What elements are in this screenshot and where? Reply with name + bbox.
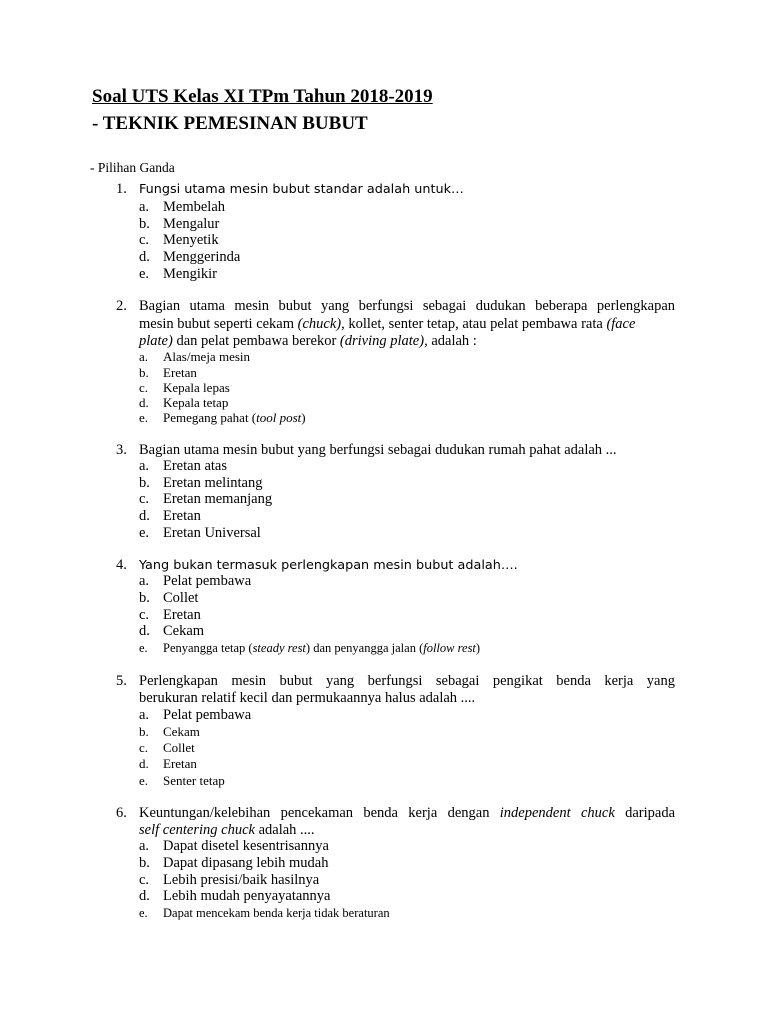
option-b: b. Dapat dipasang lebih mudah <box>139 855 329 871</box>
question-number: 1. <box>116 181 127 197</box>
option-d: d. Cekam <box>139 623 205 639</box>
question-text-line: Yang bukan termasuk perlengkapan mesin bubut adalah…. <box>139 558 518 573</box>
question-number: 2. <box>116 298 127 314</box>
option-d: d. Kepala tetap <box>139 395 229 410</box>
option-c: c. Eretan memanjang <box>139 491 273 507</box>
option-b: b. Mengalur <box>139 216 220 232</box>
question-text-line: berukuran relatif kecil dan permukaannya halus adalah .... <box>139 690 476 706</box>
option-c: c. Menyetik <box>139 232 219 248</box>
option-a: a. Membelah <box>139 199 226 215</box>
option-d: d. Lebih mudah penyayatannya <box>139 888 331 904</box>
option-b: b. Eretan melintang <box>139 475 263 491</box>
question-text-line: Perlengkapan mesin bubut yang berfungsi sebagai pengikat benda kerja yang <box>139 673 675 689</box>
option-e: e. Dapat mencekam benda kerja tidak beraturan <box>139 906 390 920</box>
question-number: 3. <box>116 442 127 458</box>
option-e: e. Mengikir <box>139 266 217 282</box>
question-number: 4. <box>116 557 127 573</box>
option-d: d. Eretan <box>139 508 201 524</box>
page-title: Soal UTS Kelas XI TPm Tahun 2018-2019 <box>92 86 433 107</box>
option-d: d. Eretan <box>139 756 197 771</box>
question-text-line: self centering chuck adalah .... <box>139 822 315 838</box>
section-label: - Pilihan Ganda <box>90 160 175 175</box>
option-e: e. Senter tetap <box>139 773 225 788</box>
option-a: a. Dapat disetel kesentrisannya <box>139 838 329 854</box>
option-c: c. Kepala lepas <box>139 380 230 395</box>
option-b: b. Cekam <box>139 724 200 739</box>
question-text-line: Bagian utama mesin bubut yang berfungsi sebagai dudukan beberapa perlengkapan <box>139 298 675 314</box>
option-e: e. Eretan Universal <box>139 525 261 541</box>
question-number: 6. <box>116 805 127 821</box>
option-d: d. Menggerinda <box>139 249 241 265</box>
option-c: c. Collet <box>139 740 195 755</box>
option-b: b. Eretan <box>139 365 197 380</box>
option-c: c. Lebih presisi/baik hasilnya <box>139 872 320 888</box>
option-b: b. Collet <box>139 590 199 606</box>
page-subtitle: - TEKNIK PEMESINAN BUBUT <box>92 113 368 134</box>
option-c: c. Eretan <box>139 607 201 623</box>
question-text: Fungsi utama mesin bubut standar adalah untuk… <box>139 182 464 197</box>
option-e: e. Penyangga tetap (steady rest) dan penyangga jalan (follow rest) <box>139 641 481 655</box>
question-text-line: Bagian utama mesin bubut yang berfungsi sebagai dudukan rumah pahat adalah ... <box>139 442 617 458</box>
question-text-line: plate) dan pelat pembawa berekor (driving plate), adalah : <box>139 333 477 349</box>
option-a: a. Pelat pembawa <box>139 707 252 723</box>
option-a: a. Eretan atas <box>139 458 228 474</box>
option-a: a. Alas/meja mesin <box>139 349 251 364</box>
option-e: e. Pemegang pahat (tool post) <box>139 410 306 425</box>
question-number: 5. <box>116 673 127 689</box>
option-a: a. Pelat pembawa <box>139 573 252 589</box>
question-text-line: mesin bubut seperti cekam (chuck), kollet, senter tetap, atau pelat pembawa rata (face <box>139 316 636 332</box>
question-text-line: Keuntungan/kelebihan pencekaman benda kerja dengan independent chuck daripada <box>139 805 676 821</box>
